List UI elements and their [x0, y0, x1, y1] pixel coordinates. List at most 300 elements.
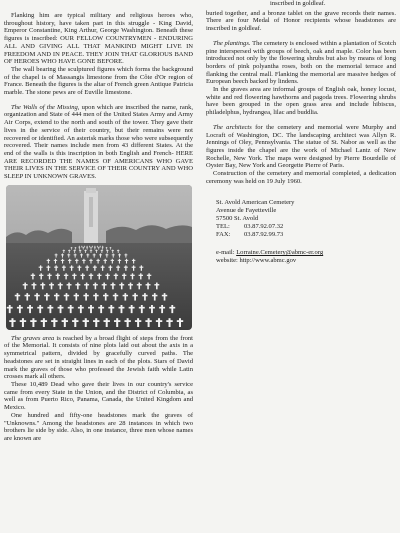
headstone-arm	[79, 250, 81, 251]
headstone-mark	[137, 318, 139, 327]
address-block	[216, 199, 396, 239]
headstone-arm	[89, 260, 92, 261]
cemetery-name: St. Avold American Cemetery	[216, 199, 295, 207]
headstone-mark	[179, 318, 181, 327]
headstone-mark	[86, 282, 88, 289]
headstone-arm	[152, 295, 157, 297]
headstone-mark	[95, 282, 97, 289]
headstone-arm	[86, 254, 89, 255]
headstone-mark	[130, 282, 132, 289]
right-column	[206, 0, 396, 265]
headstone-mark	[112, 249, 113, 252]
headstone-mark	[105, 293, 107, 300]
headstone-arm	[132, 295, 137, 297]
fax-row	[216, 231, 396, 239]
headstone-mark	[107, 249, 108, 252]
headstone-mark	[95, 318, 97, 327]
headstone-mark	[41, 273, 42, 279]
headstone-arm	[101, 250, 103, 251]
headstone-mark	[94, 265, 95, 270]
headstone-mark	[148, 273, 149, 279]
headstone-mark	[56, 253, 57, 257]
headstone-arm	[70, 266, 74, 267]
headstone-mark	[110, 247, 111, 250]
headstone-mark	[115, 273, 116, 279]
headstone-mark	[53, 318, 55, 327]
email-label: e-mail:	[216, 249, 235, 256]
headstone-mark	[106, 247, 107, 250]
headstone-mark	[119, 253, 120, 257]
headstone-mark	[82, 273, 83, 279]
headstone-mark	[99, 273, 100, 279]
headstone-arm	[93, 320, 99, 322]
plantings-text: The cemetery is enclosed within a plantation of Scotch pine interspersed with groups of beech, oak and maple. Color has been introduced not only by the flowering shrubs but also by means of long borders of pink polyantha roses, both on the memorial terrace and flanking the central mall. Flanking the memorial are massive hedges of European beech backed by lindens.	[206, 39, 396, 86]
headstone-mark	[134, 293, 136, 300]
address-city: 57500 St. Avold	[216, 215, 259, 223]
headstone-arm	[105, 274, 109, 275]
headstone-arm	[77, 266, 81, 267]
walls-of-missing-text: upon which are inscribed the name, rank, organization and State of 444 men of the United States Army and Army Air Corps, extend to the north and south of the tower. They gave their lives in the service of their country, but their remains were not recovered or identified. An asterisk marks those who were subsequently recovered. Their names include men from 43 different States. At the end of the walls is this inscription in both English and French- HERE ARE RECORDED THE NAMES OF AMERICANS WHO GAVE THEIR LIVES IN THE SERVICE OF THEIR COUNTRY AND WHO SLEEP IN UNKNOWN GRAVES.	[4, 103, 194, 181]
headstone-arm	[54, 295, 59, 297]
headstone-mark	[74, 249, 75, 252]
headstone-arm	[116, 266, 120, 267]
headstone-mark	[85, 318, 87, 327]
headstone-arm	[104, 320, 110, 322]
headstone-mark	[75, 293, 77, 300]
headstone-mark	[105, 259, 106, 264]
headstone-arm	[103, 295, 108, 297]
headstone-mark	[115, 293, 117, 300]
headstone-mark	[17, 293, 19, 300]
fax-label: FAX:	[216, 231, 231, 239]
headstone-mark	[9, 305, 11, 313]
headstone-mark	[112, 259, 113, 264]
headstone-arm	[31, 274, 35, 275]
headstone-arm	[89, 274, 93, 275]
headstone-mark	[69, 249, 70, 252]
headstone-mark	[121, 282, 123, 289]
headstone-arm	[15, 295, 20, 297]
headstone-arm	[61, 260, 64, 261]
headstone-mark	[68, 253, 69, 257]
cemetery-photo-image	[6, 185, 192, 330]
headstone-mark	[91, 249, 92, 252]
headstone-mark	[11, 318, 13, 327]
headstone-mark	[60, 282, 62, 289]
headstone-mark	[101, 249, 102, 252]
cemetery-photo	[6, 185, 192, 330]
plantings-paragraph	[206, 40, 396, 86]
headstone-arm	[9, 320, 15, 322]
graves-area-text: is reached by a broad flight of steps from the front of the Memorial. It consists of nine plots laid out about the axis in a symmetrical pattern, divided by gracefully curved paths. The headstones are set in straight lines in each of the plots. Stars of David mark the graves of those who professed the Jewish faith while Latin crosses mark all others.	[4, 334, 193, 381]
headstone-mark	[64, 318, 66, 327]
headstone-arm	[86, 247, 88, 248]
headstone-arm	[169, 307, 175, 309]
headstone-mark	[110, 305, 112, 313]
headstone-arm	[98, 247, 100, 248]
headstone-arm	[177, 320, 183, 322]
headstone-mark	[106, 253, 107, 257]
headstone-mark	[147, 282, 149, 289]
headstone-arm	[47, 274, 51, 275]
headstone-arm	[67, 284, 72, 285]
headstone-mark	[98, 259, 99, 264]
headstone-arm	[108, 307, 114, 309]
headstone-arm	[64, 295, 69, 297]
headstone-arm	[7, 307, 13, 309]
headstone-mark	[106, 318, 108, 327]
headstone-mark	[68, 282, 70, 289]
headstone-arm	[122, 274, 126, 275]
telephone-row	[216, 223, 396, 231]
headstone-arm	[88, 307, 94, 309]
headstone-mark	[79, 247, 80, 250]
headstone-arm	[110, 284, 115, 285]
headstone-mark	[125, 253, 126, 257]
headstone-mark	[102, 265, 103, 270]
headstone-arm	[62, 320, 68, 322]
headstone-arm	[166, 320, 172, 322]
headstone-mark	[43, 318, 45, 327]
headstone-arm	[37, 307, 43, 309]
tel-label: TEL:	[216, 223, 230, 231]
headstone-mark	[118, 265, 119, 270]
headstone-arm	[124, 320, 130, 322]
headstone-mark	[39, 305, 41, 313]
fax-number: 03.87.92.99.73	[244, 231, 284, 239]
headstone-arm	[84, 250, 86, 251]
headstone-arm	[112, 250, 114, 251]
headstone-arm	[128, 284, 133, 285]
headstone-mark	[75, 253, 76, 257]
headstone-arm	[102, 247, 104, 248]
headstone-mark	[148, 318, 150, 327]
unknowns-paragraph: One hundred and fifty-one headstones mark the graves of "Unknowns." Among the headstones are 28 instances in which two brothers lie side by side. Also, in one instance, three men whose names are known are	[4, 411, 193, 442]
headstone-arm	[25, 295, 30, 297]
headstone-arm	[51, 320, 57, 322]
headstone-mark	[19, 305, 21, 313]
headstone-mark	[90, 259, 91, 264]
headstone-mark	[87, 247, 88, 250]
headstone-arm	[73, 250, 75, 251]
headstone-arm	[156, 320, 162, 322]
headstone-arm	[82, 247, 84, 248]
headstone-mark	[116, 318, 118, 327]
headstone-mark	[79, 265, 80, 270]
headstone-mark	[77, 282, 79, 289]
headstone-arm	[56, 274, 60, 275]
headstone-arm	[83, 295, 88, 297]
headstone-arm	[68, 307, 74, 309]
headstone-arm	[106, 250, 108, 251]
headstone-mark	[22, 318, 24, 327]
headstone-mark	[32, 318, 34, 327]
headstone-mark	[144, 293, 146, 300]
headstone-arm	[139, 266, 143, 267]
headstone-mark	[76, 259, 77, 264]
headstone-arm	[32, 284, 37, 285]
headstone-arm	[85, 266, 89, 267]
headstone-arm	[132, 266, 136, 267]
headstone-mark	[139, 282, 141, 289]
headstone-mark	[113, 253, 114, 257]
headstone-mark	[56, 293, 58, 300]
headstone-mark	[83, 247, 84, 250]
headstone-arm	[68, 260, 71, 261]
headstone-arm	[154, 284, 159, 285]
headstone-mark	[133, 265, 134, 270]
headstone-mark	[103, 282, 105, 289]
headstone-arm	[101, 266, 105, 267]
headstone-arm	[75, 284, 80, 285]
headstone-mark	[132, 273, 133, 279]
headstone-mark	[131, 305, 133, 313]
walls-of-missing-paragraph	[4, 104, 193, 181]
headstone-arm	[123, 295, 128, 297]
headstone-mark	[127, 318, 129, 327]
headstone-mark	[140, 273, 141, 279]
headstone-arm	[54, 260, 57, 261]
headstone-arm	[40, 284, 45, 285]
headstone-mark	[87, 265, 88, 270]
headstone-mark	[164, 293, 166, 300]
headstone-mark	[81, 253, 82, 257]
headstone-arm	[139, 274, 143, 275]
headstone-arm	[61, 254, 64, 255]
headstone-mark	[118, 249, 119, 252]
headstone-arm	[93, 295, 98, 297]
headstone-mark	[49, 273, 50, 279]
headstone-arm	[41, 320, 47, 322]
headstone-mark	[33, 282, 35, 289]
headstone-mark	[63, 265, 64, 270]
headstone-mark	[154, 293, 156, 300]
architects-text: for the cemetery and memorial were Murphy and Locraft of Washington, DC. The landscaping architect was Allyn R. Jennings of Oley, Pennsylvania. The statue of St. Nabor as well as the figures inside the chapel are the work of Michael Lantz of New Rochelle, New York. The maps were designed by Pierre Bourdelle of Oyster Bay, New York and Georgette Pierre of Paris.	[206, 123, 396, 170]
headstone-mark	[66, 293, 68, 300]
headstone-mark	[40, 265, 41, 270]
headstone-mark	[62, 253, 63, 257]
dead-origin-paragraph: These 10,489 Dead who gave their lives in our country's service came from every State in the Union, and the District of Columbia, as well as from Puerto Rico, Panama, Canada, the United Kingdom and Mexico.	[4, 380, 193, 412]
headstone-arm	[78, 307, 84, 309]
headstone-mark	[74, 273, 75, 279]
headstone-mark	[74, 318, 76, 327]
headstone-arm	[90, 250, 92, 251]
headstone-arm	[149, 307, 155, 309]
headstone-mark	[94, 253, 95, 257]
headstone-arm	[78, 247, 80, 248]
headstone-arm	[106, 247, 108, 248]
headstone-mark	[161, 305, 163, 313]
headstone-mark	[57, 273, 58, 279]
headstone-mark	[95, 293, 97, 300]
headstone-arm	[99, 254, 102, 255]
headstone-arm	[44, 295, 49, 297]
tel-number: 03.87.92.07.32	[244, 223, 284, 231]
headstone-mark	[125, 265, 126, 270]
email-link[interactable]: Lorraine.Cemetery@abmc-er.org	[236, 249, 324, 256]
headstone-mark	[32, 273, 33, 279]
headstone-arm	[58, 307, 64, 309]
headstone-arm	[54, 266, 58, 267]
headstone-mark	[62, 259, 63, 264]
headstone-mark	[36, 293, 38, 300]
headstone-arm	[39, 266, 43, 267]
headstone-arm	[34, 295, 39, 297]
website-label: website:	[216, 256, 238, 264]
architects-lead: The architects	[213, 123, 252, 131]
headstone-arm	[82, 260, 85, 261]
headstone-mark	[49, 305, 51, 313]
headstone-arm	[90, 247, 92, 248]
headstone-arm	[114, 320, 120, 322]
headstone-arm	[62, 266, 66, 267]
headstone-arm	[71, 247, 73, 248]
architects-paragraph	[206, 124, 396, 170]
headstone-mark	[29, 305, 31, 313]
headstone-mark	[65, 273, 66, 279]
headstone-mark	[119, 259, 120, 264]
headstone-arm	[96, 260, 99, 261]
address-street: Avenue de Fayetteville	[216, 207, 277, 215]
headstone-arm	[27, 307, 33, 309]
headstone-arm	[93, 266, 97, 267]
headstone-arm	[117, 250, 119, 251]
chapel-wall-paragraph: The wall bearing the sculptured figures which forms the background of the chapel is of Massangis limestone from the Côte d'Or region of France. Beneath the figures is the altar of French green Antique Patricia marble. The stone pews are of Euville limestone.	[4, 65, 193, 97]
headstone-arm	[23, 284, 28, 285]
headstone-arm	[20, 320, 26, 322]
headstone-arm	[129, 307, 135, 309]
headstone-arm	[84, 284, 89, 285]
contact-block	[216, 249, 396, 265]
headstone-mark	[107, 273, 108, 279]
headstone-arm	[17, 307, 23, 309]
headstone-arm	[118, 260, 121, 261]
headstone-arm	[74, 254, 77, 255]
headstone-arm	[137, 284, 142, 285]
headstone-arm	[47, 307, 53, 309]
headstone-mark	[55, 259, 56, 264]
headstone-mark	[98, 247, 99, 250]
headstone-mark	[90, 273, 91, 279]
headstone-mark	[91, 247, 92, 250]
headstone-mark	[80, 305, 82, 313]
headstone-arm	[98, 307, 104, 309]
headstone-mark	[100, 253, 101, 257]
headstone-arm	[68, 250, 70, 251]
headstone-mark	[70, 305, 72, 313]
headstone-mark	[75, 247, 76, 250]
headstone-mark	[87, 253, 88, 257]
headstone-arm	[49, 284, 54, 285]
headstone-mark	[24, 282, 26, 289]
headstone-arm	[64, 274, 68, 275]
headstone-mark	[121, 305, 123, 313]
headstone-arm	[112, 254, 115, 255]
headstone-arm	[146, 284, 151, 285]
headstone-arm	[97, 274, 101, 275]
headstone-mark	[71, 265, 72, 270]
headstone-mark	[141, 305, 143, 313]
headstone-arm	[132, 260, 135, 261]
headstone-mark	[110, 265, 111, 270]
headstone-mark	[158, 318, 160, 327]
headstone-arm	[105, 254, 108, 255]
headstone-mark	[126, 259, 127, 264]
headstone-arm	[119, 307, 125, 309]
headstone-arm	[135, 320, 141, 322]
plantings-lead: The plantings.	[213, 39, 251, 47]
headstone-arm	[80, 254, 83, 255]
headstone-mark	[48, 265, 49, 270]
buried-together-paragraph: buried together, and a bronze tablet on the grave records their names. There are four Medal of Honor recipients whose headstones are inscribed in goldleaf.	[206, 9, 396, 33]
headstone-arm	[39, 274, 43, 275]
headstone-arm	[72, 320, 78, 322]
headstone-arm	[124, 266, 128, 267]
headstone-arm	[118, 254, 121, 255]
headstone-arm	[145, 320, 151, 322]
headstone-arm	[125, 260, 128, 261]
headstone-mark	[112, 282, 114, 289]
headstone-mark	[85, 293, 87, 300]
headstone-mark	[71, 247, 72, 250]
headstone-mark	[83, 259, 84, 264]
headstone-mark	[80, 249, 81, 252]
headstone-mark	[60, 305, 62, 313]
headstone-arm	[72, 274, 76, 275]
headstone-arm	[67, 254, 70, 255]
headstone-arm	[47, 260, 50, 261]
headstone-mark	[85, 249, 86, 252]
headstone-mark	[63, 249, 64, 252]
graves-area-paragraph	[4, 335, 193, 381]
headstone-arm	[75, 260, 78, 261]
headstone-arm	[162, 295, 167, 297]
headstone-mark	[124, 273, 125, 279]
headstone-mark	[124, 293, 126, 300]
left-column	[4, 12, 193, 443]
headstone-arm	[95, 250, 97, 251]
headstone-arm	[111, 260, 114, 261]
headstone-mark	[56, 265, 57, 270]
headstone-mark	[48, 259, 49, 264]
headstone-arm	[93, 254, 96, 255]
headstone-mark	[26, 293, 28, 300]
headstone-arm	[55, 254, 58, 255]
headstone-arm	[30, 320, 36, 322]
headstone-mark	[42, 282, 44, 289]
headstone-arm	[142, 295, 147, 297]
headstone-arm	[124, 254, 127, 255]
headstone-arm	[108, 266, 112, 267]
headstone-arm	[58, 284, 63, 285]
dedication-paragraph: Construction of the cemetery and memorial completed, a dedication ceremony was held on 19 July 1960.	[206, 170, 396, 185]
headstone-mark	[151, 305, 153, 313]
headstone-arm	[119, 284, 124, 285]
headstone-arm	[139, 307, 145, 309]
headstone-arm	[113, 295, 118, 297]
headstone-mark	[156, 282, 158, 289]
walls-of-missing-lead: The Walls of the Missing,	[11, 103, 80, 111]
headstone-arm	[74, 247, 76, 248]
headstone-arm	[93, 284, 98, 285]
headstone-mark	[133, 259, 134, 264]
headstone-mark	[46, 293, 48, 300]
website-link[interactable]: http://www.abmc.gov	[239, 256, 297, 264]
goldleaf-fragment: inscribed in goldleaf.	[270, 0, 326, 7]
website-row	[216, 257, 396, 265]
headstone-mark	[90, 305, 92, 313]
headstone-mark	[95, 247, 96, 250]
